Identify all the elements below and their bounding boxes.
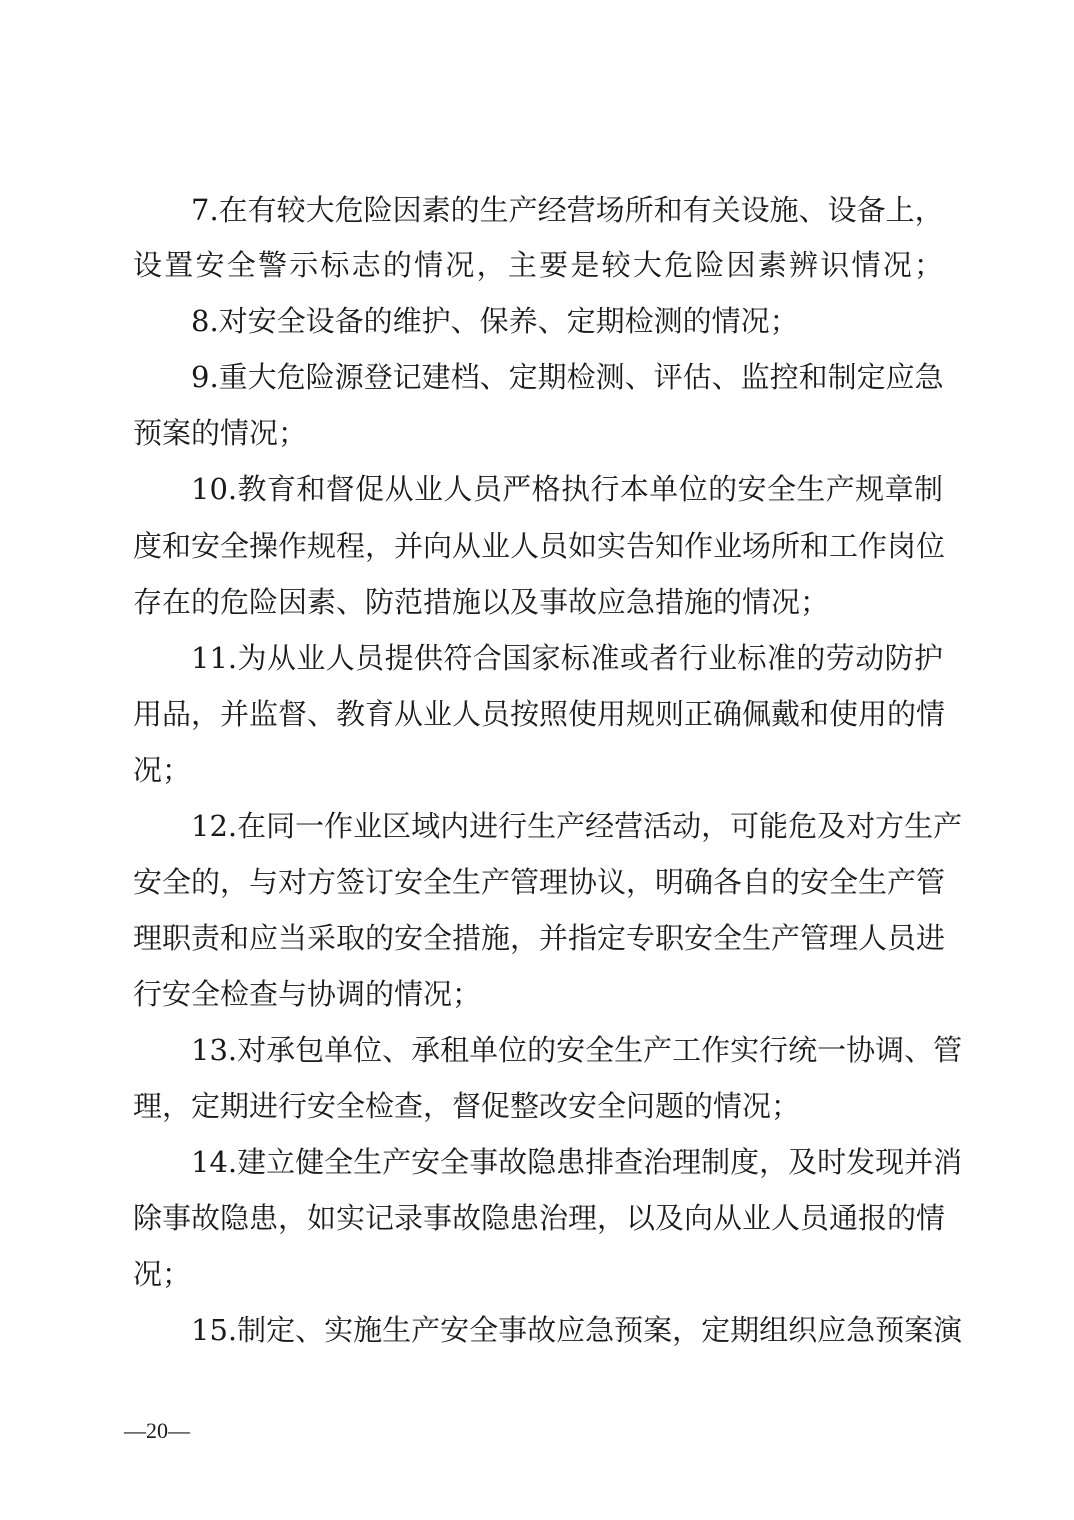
- text-line: 13.对承包单位、承租单位的安全生产工作实行统一协调、管: [191, 1033, 963, 1067]
- text-line: 度和安全操作规程，并向从业人员如实告知作业场所和工作岗位: [133, 529, 946, 563]
- text-line: 况；: [133, 753, 192, 787]
- text-line: 行安全检查与协调的情况；: [133, 977, 482, 1011]
- text-line: 7.在有较大危险因素的生产经营场所和有关设施、设备上，: [191, 193, 944, 227]
- text-line: 用品，并监督、教育从业人员按照使用规则正确佩戴和使用的情: [133, 697, 946, 731]
- text-line: 除事故隐患，如实记录事故隐患治理，以及向从业人员通报的情: [133, 1201, 946, 1235]
- text-line: 10.教育和督促从业人员严格执行本单位的安全生产规章制: [191, 472, 943, 506]
- text-line: 14.建立健全生产安全事故隐患排查治理制度，及时发现并消: [191, 1145, 963, 1179]
- text-line: 况；: [133, 1257, 192, 1291]
- text-line: 预案的情况；: [133, 416, 308, 450]
- text-line: 理，定期进行安全检查，督促整改安全问题的情况；: [133, 1089, 801, 1123]
- text-line: 9.重大危险源登记建档、定期检测、评估、监控和制定应急: [191, 360, 944, 394]
- text-line: 12.在同一作业区域内进行生产经营活动，可能危及对方生产: [191, 809, 963, 843]
- page-number: —20—: [124, 1418, 190, 1443]
- text-line: 安全的，与对方签订安全生产管理协议，明确各自的安全生产管: [133, 865, 946, 899]
- text-line: 存在的危险因素、防范措施以及事故应急措施的情况；: [133, 585, 830, 619]
- text-line: 8.对安全设备的维护、保养、定期检测的情况；: [191, 304, 799, 338]
- text-line: 11.为从业人员提供符合国家标准或者行业标准的劳动防护: [191, 641, 943, 675]
- text-line: 设置安全警示标志的情况，主要是较大危险因素辨识情况；: [133, 248, 943, 282]
- text-line: 15.制定、实施生产安全事故应急预案，定期组织应急预案演: [191, 1313, 963, 1347]
- text-line: 理职责和应当采取的安全措施，并指定专职安全生产管理人员进: [133, 921, 946, 955]
